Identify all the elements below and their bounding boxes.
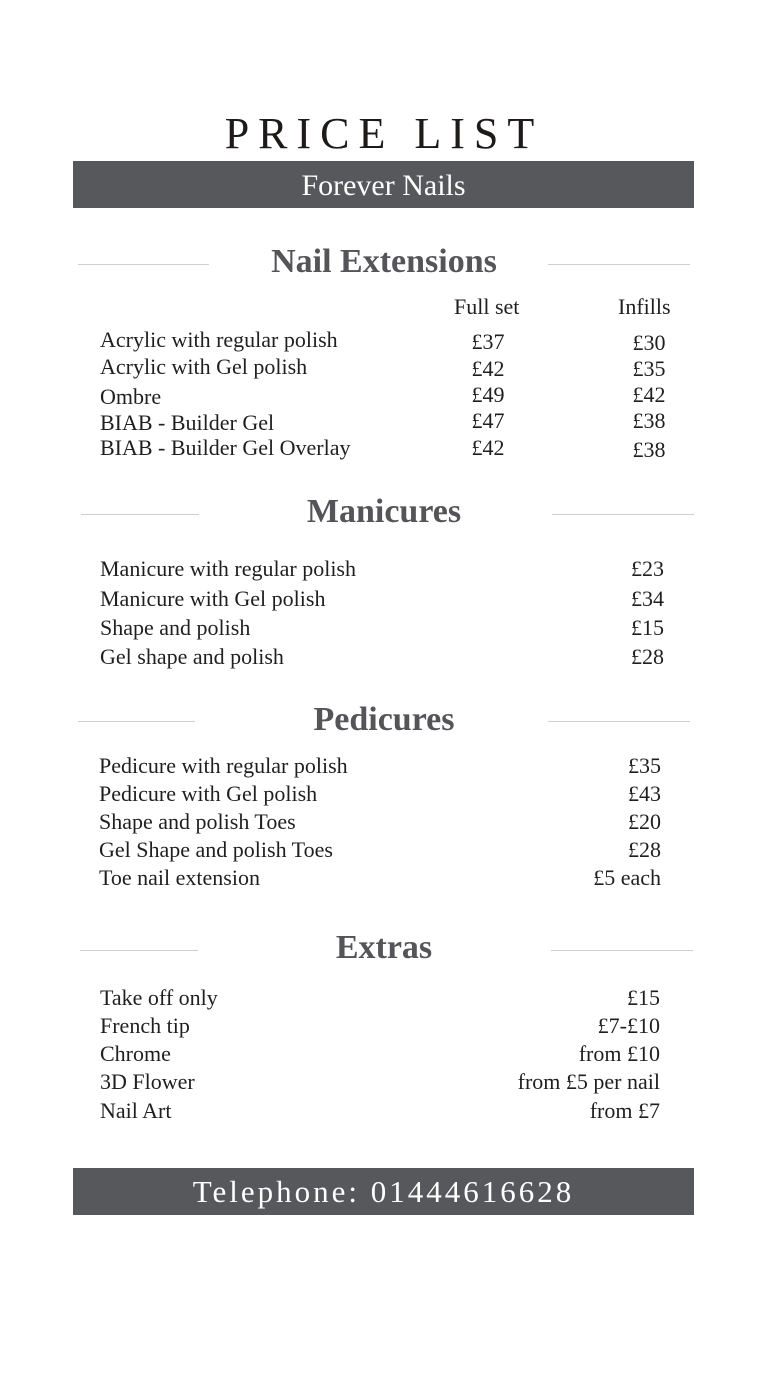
- telephone-banner: Telephone: 01444616628: [73, 1168, 694, 1215]
- item-price: £35: [628, 753, 661, 778]
- item-infills-price: £30: [632, 330, 666, 355]
- item-price: £15: [631, 615, 664, 640]
- section-heading-extras: Extras: [335, 929, 433, 966]
- item-name: Manicure with Gel polish: [100, 586, 326, 611]
- item-name: Pedicure with regular polish: [99, 753, 348, 778]
- divider-right: [548, 264, 690, 265]
- item-full-set-price: £42: [471, 356, 505, 381]
- section-heading-pedicures: Pedicures: [313, 701, 455, 738]
- item-price: from £5 per nail: [517, 1069, 660, 1094]
- item-name: Take off only: [100, 985, 218, 1010]
- salon-name-banner: Forever Nails: [73, 161, 694, 208]
- item-price: £43: [628, 781, 661, 806]
- item-infills-price: £38: [632, 437, 666, 462]
- column-header-full-set: Full set: [454, 294, 520, 319]
- item-full-set-price: £37: [471, 329, 505, 354]
- item-name: BIAB - Builder Gel Overlay: [100, 435, 351, 460]
- item-full-set-price: £49: [471, 382, 505, 407]
- item-price: £7-£10: [597, 1013, 660, 1038]
- item-name: Pedicure with Gel polish: [99, 781, 318, 806]
- item-price: from £7: [589, 1098, 660, 1123]
- page-title: PRICE LIST: [224, 109, 544, 158]
- item-name: Toe nail extension: [99, 865, 260, 890]
- item-name: 3D Flower: [100, 1069, 195, 1094]
- item-price: £23: [631, 556, 664, 581]
- item-full-set-price: £42: [471, 435, 505, 460]
- item-name: Manicure with regular polish: [100, 556, 356, 581]
- section-heading-manicures: Manicures: [306, 493, 462, 530]
- item-name: Chrome: [100, 1041, 171, 1066]
- item-name: Ombre: [100, 384, 162, 409]
- item-price: from £10: [578, 1041, 660, 1066]
- item-price: £34: [631, 586, 664, 611]
- item-price: £28: [631, 644, 664, 669]
- item-price: £28: [628, 837, 661, 862]
- item-price: £5 each: [593, 865, 661, 890]
- item-name: French tip: [100, 1013, 190, 1038]
- section-heading-nail-extensions: Nail Extensions: [271, 243, 497, 280]
- item-price: £20: [628, 809, 661, 834]
- item-name: Acrylic with Gel polish: [100, 354, 308, 379]
- item-name: Shape and polish: [100, 615, 251, 640]
- column-header-infills: Infills: [618, 294, 671, 319]
- item-name: Gel Shape and polish Toes: [99, 837, 333, 862]
- item-price: £15: [627, 985, 660, 1010]
- item-name: Acrylic with regular polish: [100, 327, 338, 352]
- divider-right: [548, 721, 690, 722]
- item-infills-price: £35: [632, 356, 666, 381]
- item-infills-price: £42: [632, 382, 666, 407]
- item-name: BIAB - Builder Gel: [100, 410, 275, 435]
- item-name: Nail Art: [100, 1098, 172, 1123]
- divider-right: [551, 950, 693, 951]
- item-full-set-price: £47: [471, 408, 505, 433]
- item-name: Shape and polish Toes: [99, 809, 296, 834]
- item-name: Gel shape and polish: [100, 644, 284, 669]
- divider-right: [552, 514, 694, 515]
- item-infills-price: £38: [632, 408, 666, 433]
